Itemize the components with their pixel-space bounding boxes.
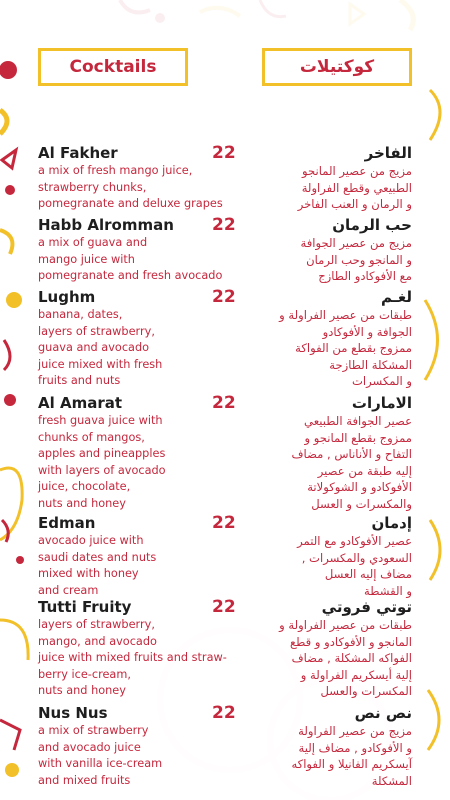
item-desc-line: nuts and honey xyxy=(38,684,126,697)
item-desc-arabic-line: المانجو و الأفوكادو و قطع xyxy=(289,634,412,649)
item-price: 22 xyxy=(212,703,236,723)
item-price: 22 xyxy=(212,597,236,617)
item-desc-line: with layers of avocado xyxy=(38,463,166,477)
item-desc-line: fresh guava juice with xyxy=(38,414,163,427)
item-desc-arabic-line: مضاف إليه العسل xyxy=(324,567,412,581)
item-desc-arabic-line: آيسكريم الفانيلا و الفواكه xyxy=(291,757,412,771)
item-desc-line: and mixed fruits xyxy=(38,773,131,787)
item-desc-arabic-line: و المانجو وحب الرمان xyxy=(306,252,412,267)
section-title-arabic xyxy=(262,48,412,86)
item-desc-line: avocado juice with xyxy=(38,534,144,547)
menu-item-ar xyxy=(262,144,412,213)
item-desc-line: layers of strawberry, xyxy=(38,324,155,338)
item-desc-line: apples and pineapples xyxy=(38,447,166,460)
item-desc-line: a mix of strawberry xyxy=(38,724,149,737)
item-name-arabic: حب الرمان xyxy=(332,216,412,234)
item-name-arabic: الفاخر xyxy=(364,144,412,162)
item-name: Lughm xyxy=(38,288,96,306)
item-name-arabic: توتي فروتي xyxy=(321,598,412,616)
item-name: Edman xyxy=(38,514,96,532)
item-desc-arabic-line: ممزوج بقطع المانجو و xyxy=(304,430,412,445)
item-name: Al Amarat xyxy=(38,394,123,412)
item-desc-line: layers of strawberry, xyxy=(38,618,155,631)
menu-item-ar xyxy=(262,514,412,599)
item-desc-arabic-line: و المكسرات xyxy=(351,374,412,388)
section-title-english xyxy=(38,48,188,86)
item-name: Al Fakher xyxy=(38,144,118,162)
item-desc-arabic-line: المكسرات والعسل xyxy=(320,684,412,698)
item-desc-arabic-line: المشكلة الطازجة xyxy=(329,357,412,372)
item-desc-line: mango, and avocado xyxy=(38,634,157,648)
item-price: 22 xyxy=(212,215,236,235)
menu-item-ar xyxy=(262,598,412,700)
item-desc-line: mixed with honey xyxy=(38,567,139,580)
item-desc-line: juice mixed with fresh xyxy=(38,357,163,371)
item-desc-arabic-line: المشكلة xyxy=(371,773,412,788)
item-desc-line: juice, chocolate, xyxy=(38,480,131,493)
item-price: 22 xyxy=(212,513,236,533)
item-name: Habb Alromman xyxy=(38,216,174,234)
menu-item-ar xyxy=(262,288,412,390)
item-desc-line: pomegranate and deluxe grapes xyxy=(38,197,223,210)
section-title-arabic-text: كوكتيلات xyxy=(299,57,375,77)
item-desc-arabic-line: طبقات من عصير الفراولة و xyxy=(279,618,412,632)
item-desc-arabic-line: الأفوكادو و الشوكولاتة xyxy=(307,480,412,494)
item-desc-arabic-line: التفاح و الأناناس , مضاف xyxy=(291,447,412,461)
item-desc-line: chunks of mangos, xyxy=(38,430,145,444)
item-desc-line: saudi dates and nuts xyxy=(38,550,157,564)
item-desc-arabic-line: و الرمان و العنب الفاخر xyxy=(297,197,412,211)
item-desc-line: a mix of fresh mango juice, xyxy=(38,164,193,177)
item-desc-line: and cream xyxy=(38,583,99,597)
item-desc-arabic-line: مزيج من عصير الجوافة xyxy=(300,236,412,250)
menu-item-ar xyxy=(262,704,412,789)
item-desc-line: juice with mixed fruits and straw- xyxy=(38,651,227,664)
item-price: 22 xyxy=(212,143,236,163)
item-desc-arabic-line: مع الأفوكادو الطازج xyxy=(318,269,412,283)
item-price: 22 xyxy=(212,287,236,307)
item-desc-arabic-line: عصير الجوافة الطبيعي xyxy=(304,414,412,428)
item-desc-arabic-line: الطبيعي وقطع الفراولة xyxy=(301,180,412,195)
item-desc-line: pomegranate and fresh avocado xyxy=(38,269,223,282)
item-desc-line: strawberry chunks, xyxy=(38,180,147,194)
menu-item-ar xyxy=(262,394,412,512)
item-desc-arabic-line: عصير الأفوكادو مع التمر xyxy=(297,534,412,548)
menu-item-ar xyxy=(262,216,412,285)
item-desc-line: nuts and honey xyxy=(38,496,126,510)
item-name-arabic: إدمان xyxy=(371,514,412,532)
item-desc-line: guava and avocado xyxy=(38,341,150,354)
item-desc-line: and avocado juice xyxy=(38,740,141,754)
item-desc-line: fruits and nuts xyxy=(38,374,121,387)
item-name-arabic: الامارات xyxy=(351,394,412,412)
section-title-english-text: Cocktails xyxy=(69,57,157,77)
item-desc-arabic-line: و الأفوكادو , مضاف إلية xyxy=(298,740,412,755)
item-desc-arabic-line: مزيج من عصير المانجو xyxy=(302,164,412,178)
item-desc-arabic-line: ممزوج بقطع من الفواكة xyxy=(295,341,412,355)
item-desc-line: banana, dates, xyxy=(38,308,123,321)
item-name-arabic: نص نص xyxy=(354,704,412,722)
item-price: 22 xyxy=(212,393,236,413)
item-desc-line: mango juice with xyxy=(38,252,135,266)
item-name: Tutti Fruity xyxy=(38,598,132,616)
item-desc-arabic-line: إلية أيسكريم الفراولة و xyxy=(300,667,412,682)
item-desc-arabic-line: مزيج من عصير الفراولة xyxy=(298,724,412,738)
item-desc-arabic-line: الفواكه المشكلة , مضاف xyxy=(291,651,412,665)
item-desc-arabic-line: الجوافة و الأفوكادو xyxy=(322,324,412,339)
item-desc-line: with vanilla ice-cream xyxy=(38,757,163,770)
item-name: Nus Nus xyxy=(38,704,108,722)
item-desc-line: a mix of guava and xyxy=(38,236,148,249)
item-desc-arabic-line: و القشطة xyxy=(364,583,412,598)
item-desc-arabic-line: طبقات من عصير الفراولة و xyxy=(279,308,412,322)
item-desc-arabic-line: إليه طبقة من عصير xyxy=(317,463,412,478)
item-desc-arabic-line: والمكسرات و العسل xyxy=(311,496,412,511)
item-desc-arabic-line: السعودي والمكسرات , xyxy=(301,550,412,565)
item-desc-line: berry ice-cream, xyxy=(38,667,131,681)
item-name-arabic: لغـم xyxy=(381,288,412,306)
